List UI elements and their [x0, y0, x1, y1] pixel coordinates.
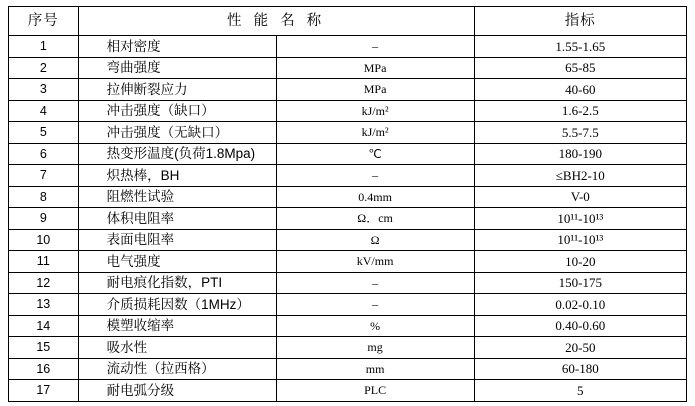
column-header-no: 序号 — [9, 7, 79, 36]
cell-property-name: 表面电阻率 — [78, 229, 276, 251]
cell-unit: kJ/m² — [276, 122, 474, 144]
column-header-property-name: 性 能 名 称 — [78, 7, 474, 36]
cell-index-value: 40-60 — [474, 79, 686, 101]
table-row — [9, 208, 687, 230]
cell-index-value: 65-85 — [474, 57, 686, 79]
cell-property-name: 流动性（拉西格） — [78, 358, 276, 380]
table-row — [9, 143, 687, 165]
cell-no: 13 — [9, 294, 79, 316]
table-row — [9, 380, 687, 402]
cell-unit: MPa — [276, 79, 474, 101]
cell-property-name: 吸水性 — [78, 337, 276, 359]
cell-property-name: 介质损耗因数（1MHz） — [78, 294, 276, 316]
table-row — [9, 36, 687, 58]
cell-unit: – — [276, 294, 474, 316]
cell-unit: Ω．cm — [276, 208, 474, 230]
cell-unit: – — [276, 272, 474, 294]
cell-property-name: 模塑收缩率 — [78, 315, 276, 337]
cell-index-value: 10¹¹-10¹³ — [474, 229, 686, 251]
cell-unit: mg — [276, 337, 474, 359]
cell-no: 5 — [9, 122, 79, 144]
cell-property-name: 耐电弧分级 — [78, 380, 276, 402]
cell-unit: MPa — [276, 57, 474, 79]
cell-unit: kJ/m² — [276, 100, 474, 122]
table-header-row — [9, 7, 687, 36]
cell-index-value: 0.02-0.10 — [474, 294, 686, 316]
cell-no: 3 — [9, 79, 79, 101]
cell-index-value: 1.55-1.65 — [474, 36, 686, 58]
cell-no: 10 — [9, 229, 79, 251]
cell-index-value: 180-190 — [474, 143, 686, 165]
table-row — [9, 294, 687, 316]
cell-property-name: 体积电阻率 — [78, 208, 276, 230]
table-row — [9, 165, 687, 187]
cell-index-value: 20-50 — [474, 337, 686, 359]
cell-index-value: ≤BH2-10 — [474, 165, 686, 187]
cell-unit: ℃ — [276, 143, 474, 165]
cell-index-value: 10¹¹-10¹³ — [474, 208, 686, 230]
cell-property-name: 阻燃性试验 — [78, 186, 276, 208]
table-body — [9, 36, 687, 402]
table-row — [9, 337, 687, 359]
cell-property-name: 炽热棒，BH — [78, 165, 276, 187]
cell-no: 2 — [9, 57, 79, 79]
cell-unit: PLC — [276, 380, 474, 402]
cell-unit: % — [276, 315, 474, 337]
table-row — [9, 315, 687, 337]
cell-index-value: 5.5-7.5 — [474, 122, 686, 144]
cell-property-name: 热变形温度(负荷1.8Mpa) — [78, 143, 276, 165]
cell-property-name: 弯曲强度 — [78, 57, 276, 79]
cell-unit: 0.4mm — [276, 186, 474, 208]
specification-table — [8, 6, 687, 402]
cell-property-name: 相对密度 — [78, 36, 276, 58]
cell-no: 15 — [9, 337, 79, 359]
cell-index-value: 60-180 — [474, 358, 686, 380]
cell-property-name: 电气强度 — [78, 251, 276, 273]
cell-no: 14 — [9, 315, 79, 337]
cell-property-name: 冲击强度（缺口） — [78, 100, 276, 122]
cell-index-value: 5 — [474, 380, 686, 402]
cell-unit: mm — [276, 358, 474, 380]
table-row — [9, 272, 687, 294]
table-row — [9, 122, 687, 144]
cell-no: 1 — [9, 36, 79, 58]
cell-no: 17 — [9, 380, 79, 402]
cell-index-value: 10-20 — [474, 251, 686, 273]
table-row — [9, 251, 687, 273]
cell-property-name: 拉伸断裂应力 — [78, 79, 276, 101]
table-header — [9, 7, 687, 36]
cell-no: 9 — [9, 208, 79, 230]
cell-no: 11 — [9, 251, 79, 273]
table-row — [9, 79, 687, 101]
table-row — [9, 229, 687, 251]
table-row — [9, 100, 687, 122]
cell-index-value: V-0 — [474, 186, 686, 208]
cell-no: 8 — [9, 186, 79, 208]
table-row — [9, 57, 687, 79]
cell-unit: – — [276, 36, 474, 58]
cell-no: 6 — [9, 143, 79, 165]
cell-index-value: 150-175 — [474, 272, 686, 294]
cell-property-name: 耐电痕化指数，PTI — [78, 272, 276, 294]
cell-no: 4 — [9, 100, 79, 122]
cell-unit: – — [276, 165, 474, 187]
cell-no: 16 — [9, 358, 79, 380]
cell-index-value: 1.6-2.5 — [474, 100, 686, 122]
cell-no: 7 — [9, 165, 79, 187]
table-row — [9, 186, 687, 208]
table-row — [9, 358, 687, 380]
spec-table-sheet — [8, 6, 687, 402]
column-header-index: 指标 — [474, 7, 686, 36]
cell-index-value: 0.40-0.60 — [474, 315, 686, 337]
cell-property-name: 冲击强度（无缺口） — [78, 122, 276, 144]
cell-unit: Ω — [276, 229, 474, 251]
cell-no: 12 — [9, 272, 79, 294]
cell-unit: kV/mm — [276, 251, 474, 273]
